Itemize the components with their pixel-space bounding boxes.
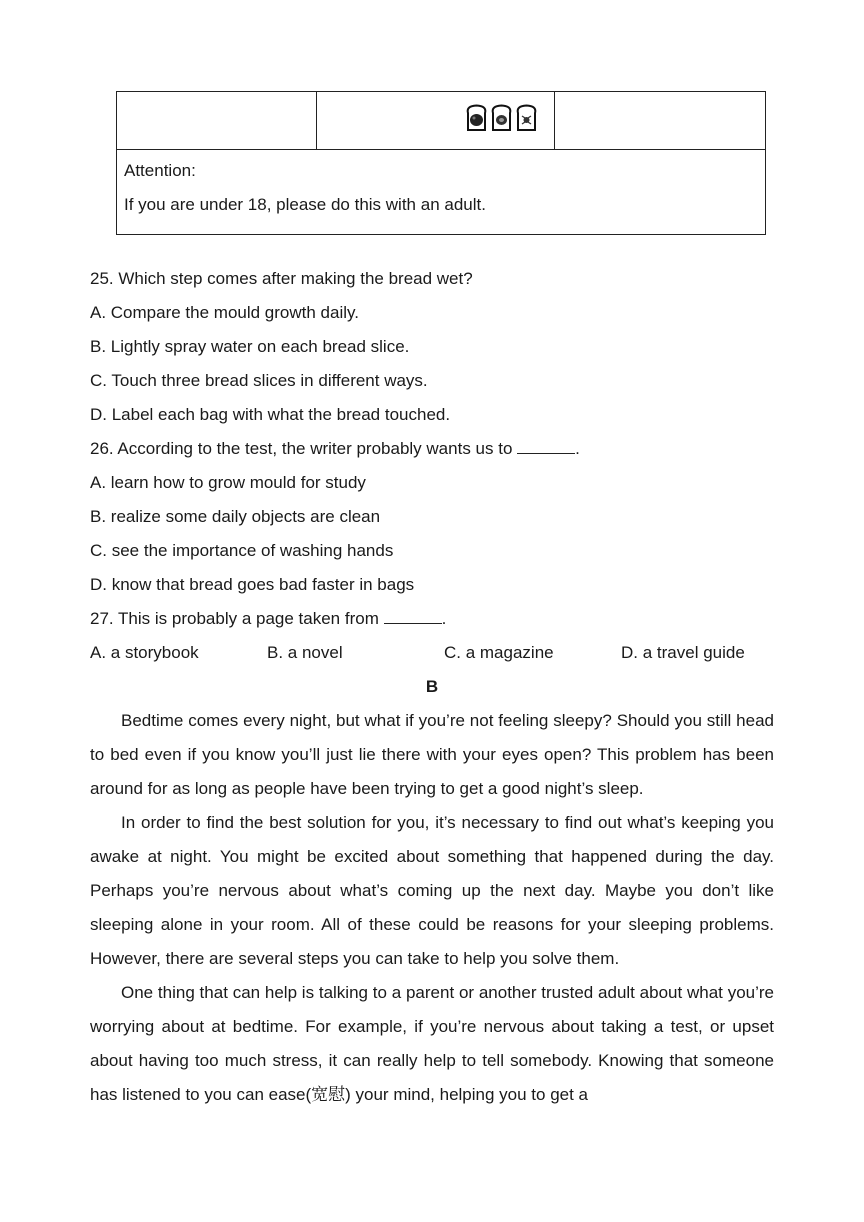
answer-blank — [384, 609, 442, 624]
answer-option: C. Touch three bread slices in different ways. — [90, 371, 428, 390]
answer-option: B. realize some daily objects are clean — [90, 507, 381, 526]
bread-slice-icon — [490, 104, 513, 132]
questions-section — [90, 262, 774, 1112]
bread-slice-icon — [465, 104, 488, 132]
answer-option: D. Label each bag with what the bread touched. — [90, 405, 451, 424]
question-stem — [90, 432, 774, 466]
question-stem-text: 27. This is probably a page taken from — [90, 609, 379, 628]
answer-option: B. Lightly spray water on each bread slice. — [90, 337, 410, 356]
answer-option: D. know that bread goes bad faster in bags — [90, 575, 415, 594]
passage-paragraph: One thing that can help is talking to a parent or another trusted adult about what you’re worrying about at bedtime. For example, if you’re nervous about taking a test, or upset about having too much stress, it can really help to tell somebody. Knowing that someone has listened to you can ease(宽慰) your mind, helping you to get a — [90, 983, 774, 1104]
table-row — [117, 92, 765, 150]
passage-paragraph: In order to find the best solution for you, it’s necessary to find out what’s keeping you awake at night. You might be excited about something that happened during the day. Perhaps you’re nervous about what’s coming up the next day. Maybe you don’t like sleeping alone in your room. All of these could be reasons for your sleeping problems. However, there are several steps you can take to help you solve them. — [90, 813, 774, 968]
question-stem-text: 26. According to the test, the writer probably wants us to — [90, 439, 513, 458]
question-stem: 25. Which step comes after making the bread wet? — [90, 269, 473, 288]
answer-option: A. learn how to grow mould for study — [90, 473, 366, 492]
question-stem — [90, 602, 774, 636]
answer-option: C. a magazine — [444, 643, 554, 662]
attention-text: If you are under 18, please do this with an adult. — [124, 195, 486, 214]
attention-label: Attention: — [124, 161, 196, 180]
options-row — [90, 636, 774, 670]
answer-option: D. a travel guide — [621, 643, 745, 662]
attention-cell — [117, 150, 765, 234]
experiment-table — [116, 91, 766, 235]
table-cell-images — [317, 92, 555, 149]
table-cell-empty — [555, 92, 765, 149]
passage-paragraph: Bedtime comes every night, but what if you’re not feeling sleepy? Should you still head to bed even if you know you’ll just lie there with your eyes open? This problem has been around for as long as people have been trying to get a good night’s sleep. — [90, 711, 774, 798]
answer-option: A. a storybook — [90, 643, 199, 662]
bread-slice-icon — [515, 104, 538, 132]
answer-blank — [517, 439, 575, 454]
question-stem-end: . — [575, 439, 580, 458]
question-stem-end: . — [441, 609, 447, 628]
answer-option: A. Compare the mould growth daily. — [90, 303, 359, 322]
bread-slices-illustration — [465, 104, 538, 132]
table-cell-empty — [117, 92, 317, 149]
answer-option: C. see the importance of washing hands — [90, 541, 394, 560]
answer-option: B. a novel — [267, 643, 343, 662]
section-title: B — [425, 677, 439, 696]
